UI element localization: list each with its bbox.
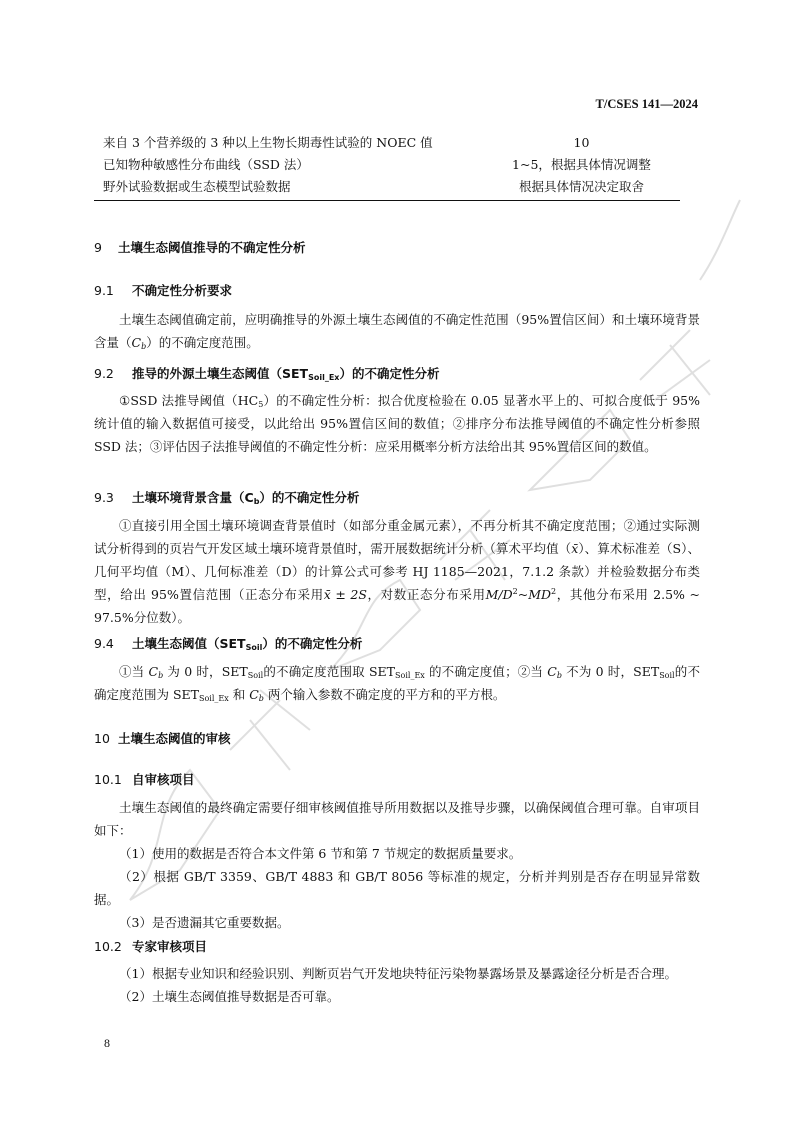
table-cell: 野外试验数据或生态模型试验数据	[103, 179, 291, 194]
section-title: 专家审核项目	[132, 939, 208, 954]
section-9-2-body: ①SSD 法推导阈值$(HC_5)$的不确定性分析：拟合优度检验在 0.05 显著水平上的、可拟合度低于 95%统计值的输入数据值可接受，以此给出 95%置信区间的数值；②排序分布法推导阈值的不确定性分析参照 SSD 法；③评估因子法推导阈值的不确定性分析：应采用概率分析方法给出其 95%置信区间的数值。	[94, 393, 700, 454]
page-number: 8	[104, 1036, 110, 1050]
section-title: 不确定性分析要求	[132, 283, 233, 298]
section-number: 9	[94, 240, 102, 255]
section-title: 土壤生态阈值推导的不确定性分析	[118, 240, 306, 255]
list-item: （2）根据 GB/T 3359、GB/T 4883 和 GB/T 8056 等标准的规定，分析并判别是否存在明显异常数据。	[94, 869, 700, 907]
section-9-4-heading: 9.4 土壤生态阈值$(SET_{Soil})$的不确定性分析	[94, 636, 363, 652]
section-title: 自审核项目	[132, 772, 195, 787]
section-number: 9.3	[94, 490, 114, 505]
section-number: 9.1	[94, 283, 114, 298]
table-cell: 10	[573, 135, 590, 150]
factor-table	[94, 132, 680, 201]
section-title: 土壤生态阈值的审核	[118, 731, 231, 746]
section-9-4-body: ①当 $C_b$ 为 0 时，$SET_{Soil}$的不确定度范围取 $SET_{Soil\_Ex}$ 的不确定度值；②当 $C_b$ 不为 0 时，$SET_{Soil}$的不确定度范围为 $SET_{Soil\_Ex}$ 和 $C_b$ 两个输入参数不确定度的平方和的平方根。	[94, 664, 700, 703]
section-9-1-heading	[94, 281, 232, 299]
section-9-3-body: ①直接引用全国土壤环境调查背景值时（如部分重金属元素），不再分析其不确定度范围；②通过实际测试分析得到的页岩气开发区域土壤环境背景值时，需开展数据统计分析（算术平均值（x̄）、算术标准差（S）、几何平均值（M）、几何标准差（D）的计算公式可参考 HJ 1185—2021，7.1.2 条款）并检验数据分布类型，给出 95%置信范围（正态分布采用x̄ ± 2S，对数正态分布采用$M/D^2\sim MD^2$，其他分布采用 2.5% ~ 97.5%分位数）。	[94, 518, 700, 625]
list-item: （1）使用的数据是否符合本文件第 6 节和第 7 节规定的数据质量要求。	[119, 846, 522, 861]
table-cell: 1~5，根据具体情况调整	[512, 157, 651, 172]
section-10-1-body: 土壤生态阈值的最终确定需要仔细审核阈值推导所用数据以及推导步骤，以确保阈值合理可靠。自审项目如下： （1）使用的数据是否符合本文件第 6 节和第 7 节规定的数据质量要求。 （2）根据 GB/T 3359、GB/T 4883 和 GB/T 8056 等标准的规定，分析并判别是否存在明显异常数据。 （3）是否遗漏其它重要数据。	[94, 796, 700, 934]
section-10-heading	[94, 729, 231, 747]
section-9-3-heading: 9.3 土壤环境背景含量$(C_b)$的不确定性分析	[94, 490, 360, 506]
section-number: 9.4	[94, 636, 114, 651]
section-9-1-body: 土壤生态阈值确定前，应明确推导的外源土壤生态阈值的不确定性范围（95%置信区间）和土壤环境背景含量$(C_b)$的不确定度范围。	[94, 312, 700, 351]
table-cell: 根据具体情况决定取舍	[518, 179, 644, 194]
section-10-2-body	[94, 962, 700, 1008]
section-number: 10.1	[94, 772, 122, 787]
section-9-heading	[94, 238, 306, 256]
section-number: 10.2	[94, 939, 122, 954]
table-cell: 已知物种敏感性分布曲线（SSD 法）	[103, 157, 309, 172]
list-item: （2）土壤生态阈值推导数据是否可靠。	[119, 989, 340, 1004]
section-number: 9.2	[94, 366, 114, 381]
section-10-2-heading	[94, 937, 207, 955]
section-9-2-heading: 9.2 推导的外源土壤生态阈值$(SET_{Soil\_Ex})$的不确定性分析	[94, 366, 440, 382]
document-code: T/CSES 141—2024	[595, 97, 698, 111]
list-item: （3）是否遗漏其它重要数据。	[119, 915, 290, 930]
list-item: （1）根据专业知识和经验识别、判断页岩气开发地块特征污染物暴露场景及暴露途径分析是否合理。	[119, 966, 677, 981]
table-row	[94, 132, 680, 154]
table-bottom-rule	[94, 200, 680, 201]
table-row	[94, 154, 680, 176]
section-10-1-heading	[94, 770, 195, 788]
section-number: 10	[94, 731, 110, 746]
table-row	[94, 176, 680, 198]
table-cell: 来自 3 个营养级的 3 种以上生物长期毒性试验的 NOEC 值	[103, 135, 433, 150]
